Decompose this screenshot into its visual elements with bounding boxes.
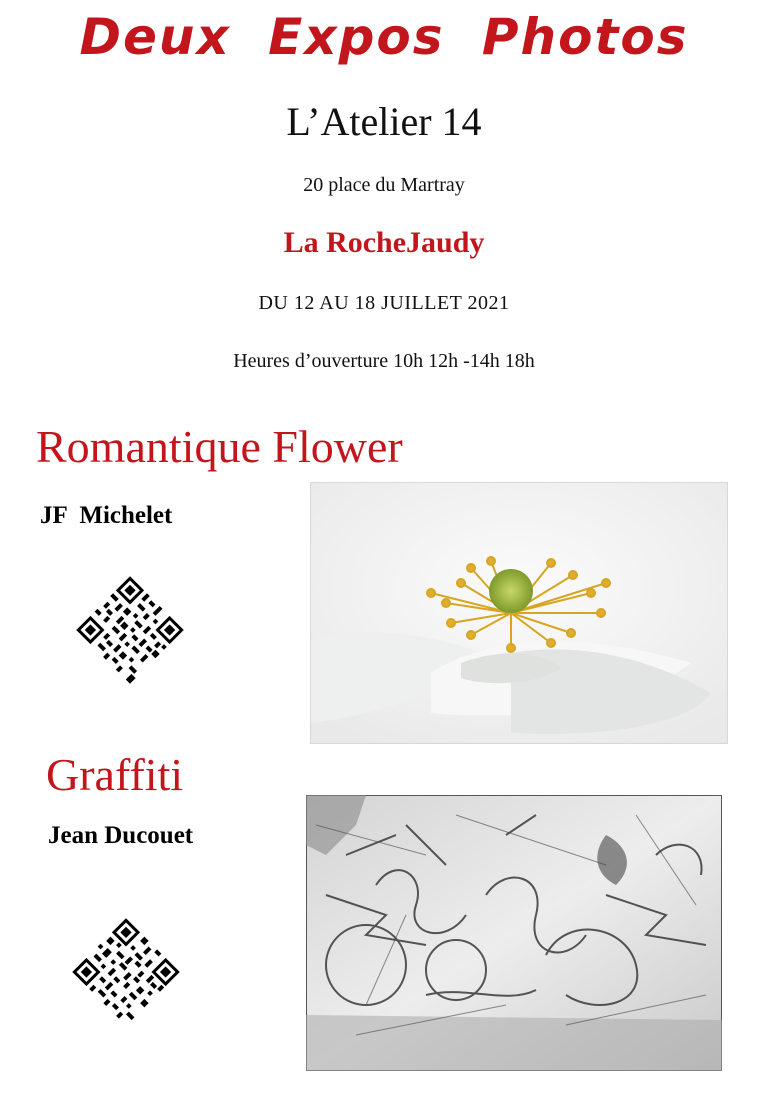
photo-romantique-flower	[310, 482, 728, 744]
photo-graffiti	[306, 795, 722, 1071]
exhibition-dates: DU 12 AU 18 JUILLET 2021	[258, 292, 510, 314]
artist-name-michelet: JF Michelet	[40, 502, 173, 529]
venue-name: L’Atelier 14	[286, 99, 482, 144]
expo-title-graffiti: Graffiti	[46, 749, 184, 800]
qr-code-icon	[66, 912, 186, 1032]
venue-address: 20 place du Martray	[303, 174, 465, 196]
opening-hours: Heures d’ouverture 10h 12h -14h 18h	[233, 350, 535, 372]
qr-code-icon	[70, 570, 190, 690]
venue-town: La RocheJaudy	[283, 226, 485, 259]
artist-name-ducouet: Jean Ducouet	[48, 822, 194, 849]
expo-title-romantique-flower: Romantique Flower	[36, 421, 403, 472]
poster-headline: Deux Expos Photos	[79, 8, 689, 66]
